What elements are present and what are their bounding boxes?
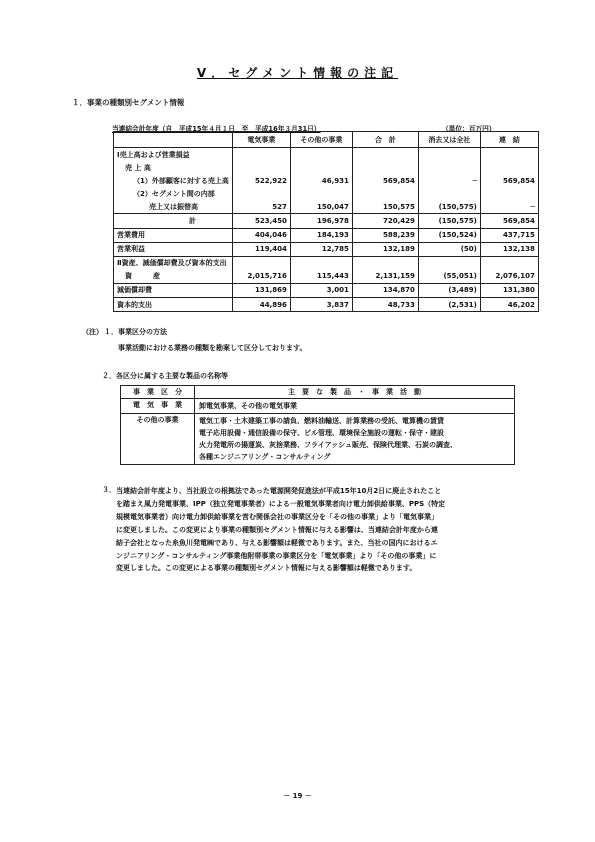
paragraph-line: ンジニアリング・コンサルティング事業他附帯事業の事業区分を「電気事業」より「その他の事業」に xyxy=(116,551,437,560)
activity-line: 各種エンジニアリング・コンサルティング xyxy=(199,453,331,461)
value-cell xyxy=(480,161,538,174)
header-cell: 電気事業 xyxy=(232,132,290,148)
value-cell xyxy=(418,148,480,162)
paragraph-line: に変更しました。この変更により事業の種類別セグメント情報に与える影響は、当連結会計年度から連 xyxy=(116,525,438,534)
row-label: 資 産 xyxy=(114,270,233,284)
fiscal-period: 当連結会計年度（自 平成15年４月１日 至 平成16年３月31日） xyxy=(112,125,321,133)
table-row xyxy=(114,298,539,312)
activity-line: 電気工事・土木建築工事の請負、燃料油輸送、計算業務の受託、電算機の賃貸 xyxy=(199,417,444,425)
product-header-segment: 事 業 区 分 xyxy=(121,386,195,399)
value-cell: 437,715 xyxy=(480,228,538,242)
value-cell xyxy=(290,256,352,270)
value-cell: 132,189 xyxy=(352,242,418,256)
table-row xyxy=(114,270,539,284)
value-cell xyxy=(418,187,480,200)
paragraph-line: 規模電気事業者）向け電力卸供給事業を営む関係会社の事業区分を「その他の事業」より「電気事業」 xyxy=(116,512,438,521)
table-row xyxy=(114,200,539,214)
row-label: 営業費用 xyxy=(114,228,233,242)
value-cell: (150,575) xyxy=(418,214,480,228)
value-cell: 46,931 xyxy=(290,174,352,187)
value-cell: 48,733 xyxy=(352,298,418,312)
value-cell: 588,239 xyxy=(352,228,418,242)
section1-heading: １．事業の種類別セグメント情報 xyxy=(72,98,185,107)
value-cell: 46,202 xyxy=(480,298,538,312)
page-title: Ⅴ．セグメント情報の注記 xyxy=(196,66,399,80)
activity-cell xyxy=(195,414,515,465)
value-cell: 523,450 xyxy=(232,214,290,228)
table-row xyxy=(114,187,539,200)
value-cell: 569,854 xyxy=(480,214,538,228)
segment-table xyxy=(113,131,539,312)
value-cell xyxy=(232,161,290,174)
table-row xyxy=(114,228,539,242)
value-cell: ─ xyxy=(418,174,480,187)
activity-line: 卸電気事業、その他の電気事業 xyxy=(199,402,297,410)
value-cell: 2,076,107 xyxy=(480,270,538,284)
value-cell: 150,575 xyxy=(352,200,418,214)
paragraph-line: 当連結会計年度より、当社設立の根拠法であった電源開発促進法が平成15年10月2日に廃止されたこと xyxy=(116,487,442,495)
value-cell: 569,854 xyxy=(352,174,418,187)
table-row xyxy=(114,256,539,270)
table-row xyxy=(114,174,539,187)
value-cell: 3,001 xyxy=(290,283,352,297)
header-cell: 消去又は全社 xyxy=(418,132,480,148)
value-cell xyxy=(290,187,352,200)
value-cell xyxy=(352,256,418,270)
value-cell: 131,380 xyxy=(480,283,538,297)
activity-cell xyxy=(195,399,515,414)
value-cell: 196,978 xyxy=(290,214,352,228)
header-cell: 連 結 xyxy=(480,132,538,148)
table-row xyxy=(114,283,539,297)
table-row xyxy=(114,161,539,174)
value-cell: (2,531) xyxy=(418,298,480,312)
value-cell: 522,922 xyxy=(232,174,290,187)
value-cell: 119,404 xyxy=(232,242,290,256)
row-label: 減価償却費 xyxy=(114,283,233,297)
product-table xyxy=(120,385,515,465)
value-cell: 132,138 xyxy=(480,242,538,256)
product-header-activity: 主 要 な 製 品 ・ 事 業 活 動 xyxy=(195,386,515,399)
note-title: １．事業区分の方法 xyxy=(104,328,167,336)
unit-label: （単位：百万円） xyxy=(442,125,496,133)
paragraph-line: 結子会社となった糸魚川発電㈱であり、与える影響額は軽微であります。また、当社の国内におけるエ xyxy=(116,538,438,547)
value-cell: 569,854 xyxy=(480,174,538,187)
row-label: 計 xyxy=(114,214,233,228)
value-cell: 12,785 xyxy=(290,242,352,256)
value-cell: (55,051) xyxy=(418,270,480,284)
row-label: （1）外部顧客に対する売上高 xyxy=(114,174,233,187)
activity-line: 電子応用設備・通信設備の保守、ビル管理、環境保全施設の運転・保守・建設 xyxy=(199,429,444,437)
product-row xyxy=(121,414,515,465)
section3-marker: ３． xyxy=(102,486,116,494)
row-label: （2）セグメント間の内部 xyxy=(114,187,233,200)
paragraph-line: を踏まえ風力発電事業、IPP（独立発電事業者）による一般電気事業者向け電力卸供給事業、PPS（特定 xyxy=(116,499,446,508)
section2-heading: ２．各区分に属する主要な製品の名称等 xyxy=(102,372,228,380)
value-cell xyxy=(352,148,418,162)
value-cell: 2,015,716 xyxy=(232,270,290,284)
row-label: 売 上 高 xyxy=(114,161,233,174)
value-cell xyxy=(480,256,538,270)
header-cell: その他の事業 xyxy=(290,132,352,148)
header-cell: 合 計 xyxy=(352,132,418,148)
value-cell xyxy=(232,256,290,270)
note-marker: （注） xyxy=(82,328,103,336)
row-label: Ⅰ売上高および営業損益 xyxy=(114,148,233,162)
value-cell xyxy=(352,187,418,200)
row-label: 売上又は振替高 xyxy=(114,200,233,214)
segment-name: その他の事業 xyxy=(121,414,195,465)
value-cell: 720,429 xyxy=(352,214,418,228)
value-cell: 3,837 xyxy=(290,298,352,312)
value-cell: 527 xyxy=(232,200,290,214)
value-cell xyxy=(418,161,480,174)
value-cell xyxy=(232,148,290,162)
value-cell: 131,869 xyxy=(232,283,290,297)
segment-name: 電 気 事 業 xyxy=(121,399,195,414)
value-cell xyxy=(352,161,418,174)
product-row xyxy=(121,399,515,414)
page-number: － 19 － xyxy=(283,792,312,800)
header-cell xyxy=(114,132,233,148)
value-cell xyxy=(232,187,290,200)
segment-table-header xyxy=(114,132,539,148)
table-row xyxy=(114,214,539,228)
value-cell: 150,047 xyxy=(290,200,352,214)
value-cell: (150,575) xyxy=(418,200,480,214)
value-cell: 44,896 xyxy=(232,298,290,312)
value-cell: 115,443 xyxy=(290,270,352,284)
value-cell: (50) xyxy=(418,242,480,256)
value-cell xyxy=(480,187,538,200)
value-cell xyxy=(290,148,352,162)
value-cell: 2,131,159 xyxy=(352,270,418,284)
note-text: 事業活動における業務の種類を勘案して区分しております。 xyxy=(118,344,307,352)
row-label: 資本的支出 xyxy=(114,298,233,312)
value-cell: 404,046 xyxy=(232,228,290,242)
table-row xyxy=(114,242,539,256)
value-cell xyxy=(480,148,538,162)
value-cell xyxy=(290,161,352,174)
value-cell: 134,870 xyxy=(352,283,418,297)
value-cell: ─ xyxy=(480,200,538,214)
table-row xyxy=(114,148,539,162)
value-cell: 184,193 xyxy=(290,228,352,242)
value-cell xyxy=(418,256,480,270)
section3-paragraph xyxy=(116,485,526,575)
row-label: Ⅱ資産、減価償却費及び資本的支出 xyxy=(114,256,233,270)
paragraph-line: 変更しました。この変更による事業の種類別セグメント情報に与える影響額は軽微であります。 xyxy=(116,564,417,573)
row-label: 営業利益 xyxy=(114,242,233,256)
value-cell: (150,524) xyxy=(418,228,480,242)
value-cell: (3,489) xyxy=(418,283,480,297)
activity-line: 火力発電所の揚運炭、灰捨業務、フライアッシュ販売、保険代理業、石炭の調査、 xyxy=(199,441,457,449)
